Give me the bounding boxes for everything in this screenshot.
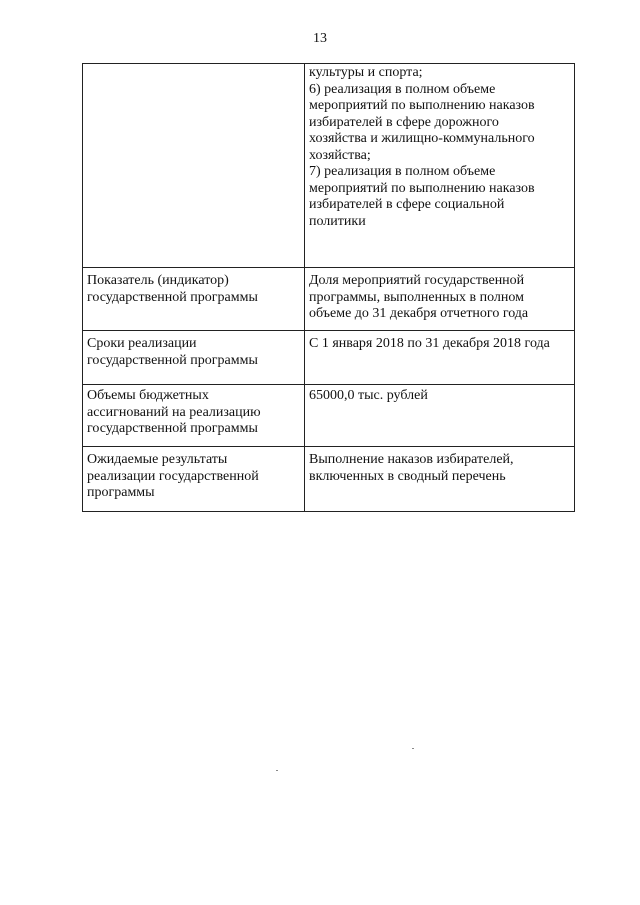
value-line: 6) реализация в полном объеме bbox=[309, 81, 496, 97]
scan-speck bbox=[412, 748, 414, 749]
value-line: культуры и спорта; bbox=[309, 65, 423, 80]
label-line: государственной программы bbox=[87, 289, 258, 305]
table-row-continuation bbox=[83, 64, 575, 268]
label-line: Ожидаемые результаты bbox=[87, 452, 228, 467]
label-line: Сроки реализации bbox=[87, 336, 197, 351]
value-line: хозяйства; bbox=[309, 147, 371, 163]
row-value bbox=[305, 331, 575, 385]
program-passport-table bbox=[82, 63, 575, 512]
row-label bbox=[83, 331, 305, 385]
label-line: Объемы бюджетных bbox=[87, 388, 209, 403]
value-line: хозяйства и жилищно-коммунального bbox=[309, 131, 535, 146]
value-line: избирателей в сфере социальной bbox=[309, 197, 505, 212]
value-line: 7) реализация в полном объеме bbox=[309, 164, 496, 179]
value-line: программы, выполненных в полном bbox=[309, 289, 524, 305]
table-row-budget bbox=[83, 385, 575, 447]
value-line: Выполнение наказов избирателей, bbox=[309, 452, 514, 467]
table-row-results bbox=[83, 447, 575, 512]
row-label bbox=[83, 268, 305, 331]
table-row-period bbox=[83, 331, 575, 385]
row-label bbox=[83, 447, 305, 512]
row-value bbox=[305, 268, 575, 331]
row-value bbox=[305, 385, 575, 447]
value-line: 65000,0 тыс. рублей bbox=[309, 388, 428, 403]
value-line: избирателей в сфере дорожного bbox=[309, 114, 499, 130]
row-value bbox=[305, 447, 575, 512]
label-line: государственной программы bbox=[87, 421, 258, 436]
row-label bbox=[83, 64, 305, 268]
value-line: С 1 января 2018 по 31 декабря 2018 года bbox=[309, 336, 550, 351]
page-number: 13 bbox=[313, 31, 327, 46]
label-line: ассигнований на реализацию bbox=[87, 404, 261, 420]
value-line: объеме до 31 декабря отчетного года bbox=[309, 306, 529, 321]
value-line: включенных в сводный перечень bbox=[309, 468, 506, 484]
value-line: мероприятий по выполнению наказов bbox=[309, 98, 535, 113]
label-line: Показатель (индикатор) bbox=[87, 273, 229, 288]
table-row-indicator bbox=[83, 268, 575, 331]
row-value bbox=[305, 64, 575, 268]
label-line: реализации государственной bbox=[87, 468, 259, 484]
value-line: Доля мероприятий государственной bbox=[309, 273, 525, 288]
row-label bbox=[83, 385, 305, 447]
scan-speck bbox=[276, 770, 278, 771]
value-line: политики bbox=[309, 213, 366, 229]
value-line: мероприятий по выполнению наказов bbox=[309, 180, 535, 196]
label-line: программы bbox=[87, 485, 155, 500]
label-line: государственной программы bbox=[87, 352, 258, 368]
